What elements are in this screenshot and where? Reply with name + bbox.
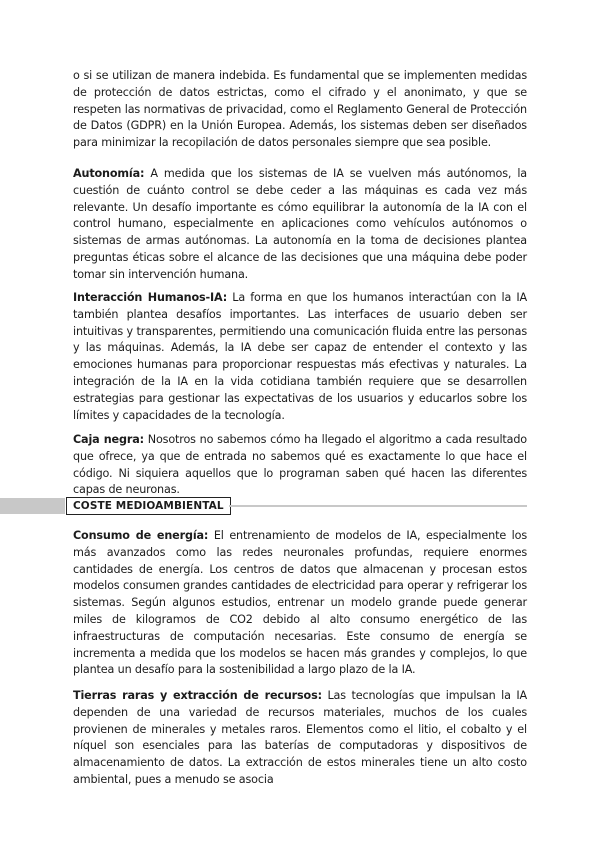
section-rule-right <box>229 505 527 507</box>
paragraph-consumo-energia <box>73 528 527 679</box>
paragraph-text: Nosotros no sabemos cómo ha llegado el algoritmo a cada resultado que ofrece, ya que de entrada no sabemos qué es exactamente lo que hace el código. Ni siquiera aquellos que lo programan saben qué hacen las diferentes capas de neuronas. <box>73 433 527 497</box>
term-caja-negra: Caja negra: <box>73 433 144 446</box>
paragraph-text: A medida que los sistemas de IA se vuelven más autónomos, la cuestión de cuánto control se debe ceder a las máquinas es cada vez más relevante. Un desafío importante es cómo equilibrar la autonomía de la IA con el control humano, especialmente en aplicaciones como vehículos autónomos o sistemas de armas autónomas. La autonomía en la toma de decisiones plantea preguntas éticas sobre el alcance de las decisiones que una máquina debe poder tomar sin intervención humana. <box>73 167 527 281</box>
paragraph-interaccion <box>73 290 527 424</box>
paragraph-autonomia <box>73 166 527 284</box>
section-header-coste-medioambiental <box>0 497 540 517</box>
paragraph-privacy-continuation <box>73 68 527 152</box>
paragraph-text: La forma en que los humanos interactúan con la IA también plantea desafíos importantes. Las interfaces de usuario deben ser intuitivas y transparentes, permitiendo una comunicación fluida entre las personas y las máquinas. Además, la IA debe ser capaz de entender el contexto y las emociones humanas para proporcionar respuestas más efectivas y naturales. La integración de la IA en la vida cotidiana también requiere que se desarrollen estrategias para gestionar las expectativas de los usuarios y educarlos sobre los límites y capacidades de la tecnología. <box>73 291 527 422</box>
term-consumo-energia: Consumo de energía: <box>73 529 209 542</box>
paragraph-caja-negra <box>73 432 527 499</box>
paragraph-text: o si se utilizan de manera indebida. Es fundamental que se implementen medidas de protección de datos estrictas, como el cifrado y el anonimato, y que se respeten las normativas de privacidad, como el Reglamento General de Protección de Datos (GDPR) en la Unión Europea. Además, los sistemas deben ser diseñados para minimizar la recopilación de datos personales siempre que sea posible. <box>73 69 527 150</box>
section-title: COSTE MEDIOAMBIENTAL <box>66 497 231 515</box>
term-tierras-raras: Tierras raras y extracción de recursos: <box>73 689 322 702</box>
paragraph-text: El entrenamiento de modelos de IA, especialmente los más avanzados como las redes neuronales profundas, requiere enormes cantidades de energía. Los centros de datos que almacenan y procesan estos modelos consumen grandes cantidades de electricidad para operar y refrigerar los sistemas. Según algunos estudios, entrenar un modelo grande puede generar miles de kilogramos de CO2 debido al alto consumo energético de las infraestructuras de computación necesarias. Este consumo de energía se incrementa a medida que los modelos se hacen más grandes y complejos, lo que plantea un desafío para la sostenibilidad a largo plazo de la IA. <box>73 529 527 677</box>
section-rule-left <box>0 498 65 514</box>
paragraph-text: Las tecnologías que impulsan la IA dependen de una variedad de recursos materiales, muchos de los cuales provienen de minerales y metales raros. Elementos como el litio, el cobalto y el níquel son esenciales para las baterías de computadoras y dispositivos de almacenamiento de datos. La extracción de estos minerales tiene un alto costo ambiental, pues a menudo se asocia <box>73 689 528 786</box>
paragraph-tierras-raras <box>73 688 527 789</box>
term-autonomia: Autonomía: <box>73 167 145 180</box>
term-interaccion: Interacción Humanos-IA: <box>73 291 228 304</box>
